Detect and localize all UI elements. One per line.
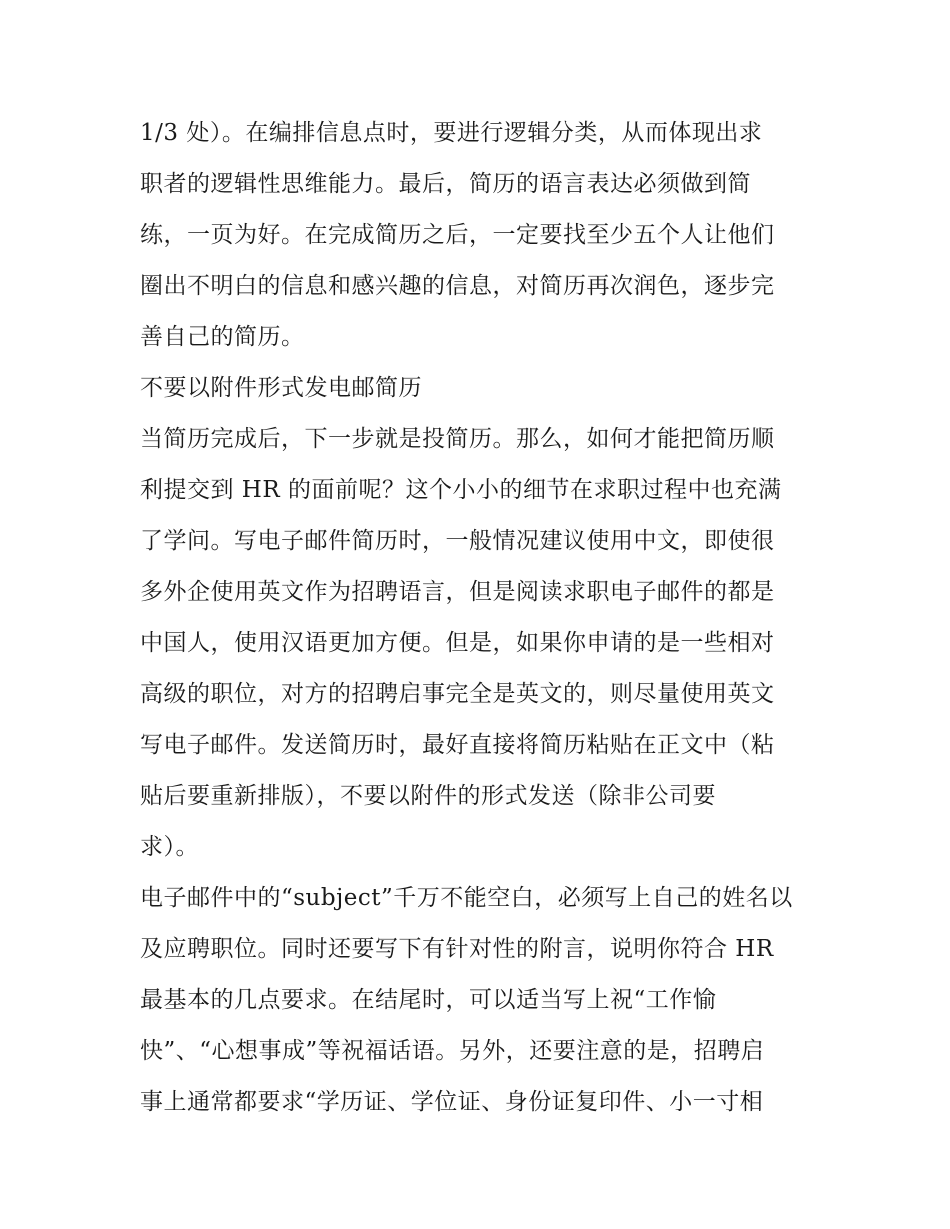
text-line: 职者的逻辑性思维能力。最后，简历的语言表达必须做到简 <box>140 171 751 197</box>
text-line: 快”、“心想事成”等祝福话语。另外，还要注意的是，招聘启 <box>140 1038 765 1064</box>
document-page <box>140 108 820 1128</box>
text-line: 中国人，使用汉语更加方便。但是，如果你申请的是一些相对 <box>140 630 775 656</box>
text-line: 多外企使用英文作为招聘语言，但是阅读求职电子邮件的都是 <box>140 579 775 605</box>
section-heading: 不要以附件形式发电邮简历 <box>140 375 422 401</box>
text-line: 练，一页为好。在完成简历之后，一定要找至少五个人让他们 <box>140 222 775 248</box>
text-line: 圈出不明白的信息和感兴趣的信息，对简历再次润色，逐步完 <box>140 273 775 299</box>
text-line: 求）。 <box>140 834 199 860</box>
paragraph-email-subject <box>140 873 820 1128</box>
text-line: 利提交到 HR 的面前呢？这个小小的细节在求职过程中也充满 <box>140 477 782 503</box>
text-line: 贴后要重新排版），不要以附件的形式发送（除非公司要 <box>140 783 716 809</box>
text-line: 电子邮件中的“subject”千万不能空白，必须写上自己的姓名以 <box>140 885 793 911</box>
text-line: 了学问。写电子邮件简历时，一般情况建议使用中文，即使很 <box>140 528 775 554</box>
paragraph-email-resume <box>140 414 820 873</box>
text-line: 及应聘职位。同时还要写下有针对性的附言，说明你符合 HR <box>140 936 774 962</box>
text-line: 写电子邮件。发送简历时，最好直接将简历粘贴在正文中（粘 <box>140 732 775 758</box>
text-line: 最基本的几点要求。在结尾时，可以适当写上祝“工作愉 <box>140 987 717 1013</box>
text-line: 善自己的简历。 <box>140 324 305 350</box>
text-line: 事上通常都要求“学历证、学位证、身份证复印件、小一寸相 <box>140 1089 764 1115</box>
text-line: 1/3 处）。在编排信息点时，要进行逻辑分类，从而体现出求 <box>140 120 763 146</box>
paragraph-resume-tips <box>140 108 820 363</box>
text-line: 当简历完成后，下一步就是投简历。那么，如何才能把简历顺 <box>140 426 775 452</box>
text-line: 高级的职位，对方的招聘启事完全是英文的，则尽量使用英文 <box>140 681 775 707</box>
